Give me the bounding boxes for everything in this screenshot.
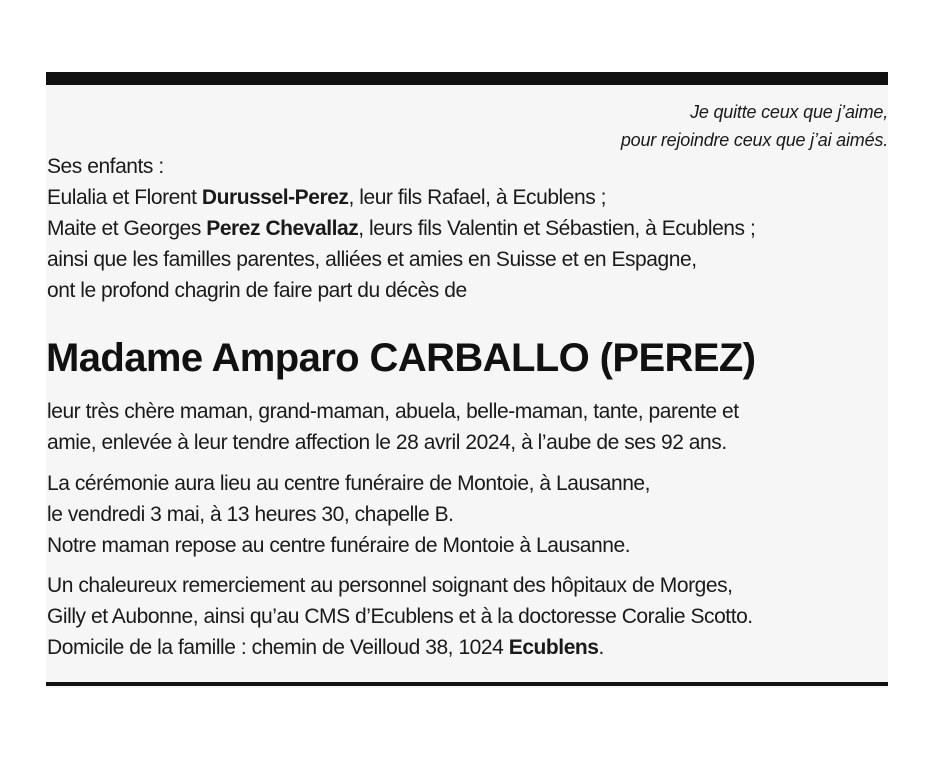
top-rule: [46, 72, 888, 85]
family-address: [47, 632, 889, 663]
ceremony-details: [47, 468, 889, 561]
thanks-line-2: Gilly et Aubonne, ainsi qu’au CMS d’Ecublens et à la doctoresse Coralie Scotto.: [47, 605, 753, 628]
deceased-name: Madame Amparo CARBALLO (PEREZ): [46, 336, 756, 380]
family-line-1-pre: Eulalia et Florent: [47, 186, 202, 209]
epigraph-quote: [621, 98, 888, 154]
description-line-2: amie, enlevée à leur tendre affection le 28 avril 2024, à l’aube de ses 92 ans.: [47, 431, 727, 454]
quote-line-2: pour rejoindre ceux que j’ai aimés.: [620, 130, 888, 150]
ceremony-line-1: La cérémonie aura lieu au centre funéraire de Montoie, à Lausanne,: [47, 472, 651, 495]
thanks-and-address: [47, 570, 889, 663]
ceremony-line-2: le vendredi 3 mai, à 13 heures 30, chapelle B.: [47, 503, 454, 526]
family-line-2-pre: Maite et Georges: [47, 217, 207, 240]
family-line-2-surname: Perez Chevallaz: [206, 217, 359, 240]
family-line-3: ainsi que les familles parentes, alliées et amies en Suisse et en Espagne,: [47, 248, 697, 271]
family-line-4: ont le profond chagrin de faire part du décès de: [47, 279, 467, 302]
description-line-1: leur très chère maman, grand-maman, abuela, belle-maman, tante, parente et: [47, 400, 739, 423]
family-line-1-surname: Durussel-Perez: [201, 186, 349, 209]
deceased-description: [47, 396, 889, 458]
family-line-1: [47, 182, 889, 213]
thanks-line-1: Un chaleureux remerciement au personnel soignant des hôpitaux de Morges,: [47, 574, 733, 597]
ceremony-line-3: Notre maman repose au centre funéraire de Montoie à Lausanne.: [47, 534, 631, 557]
address-town: Ecublens: [508, 636, 599, 659]
family-line-2-post: , leurs fils Valentin et Sébastien, à Ecublens ;: [358, 217, 756, 240]
family-announcement: [47, 151, 889, 306]
quote-line-1: Je quitte ceux que j’aime,: [690, 102, 888, 122]
family-intro: Ses enfants :: [47, 155, 164, 178]
bottom-rule: [46, 682, 888, 686]
address-pre: Domicile de la famille : chemin de Veilloud 38, 1024: [47, 636, 509, 659]
family-line-2: [47, 213, 889, 244]
address-post: .: [598, 636, 604, 659]
family-line-1-post: , leur fils Rafael, à Ecublens ;: [348, 186, 607, 209]
